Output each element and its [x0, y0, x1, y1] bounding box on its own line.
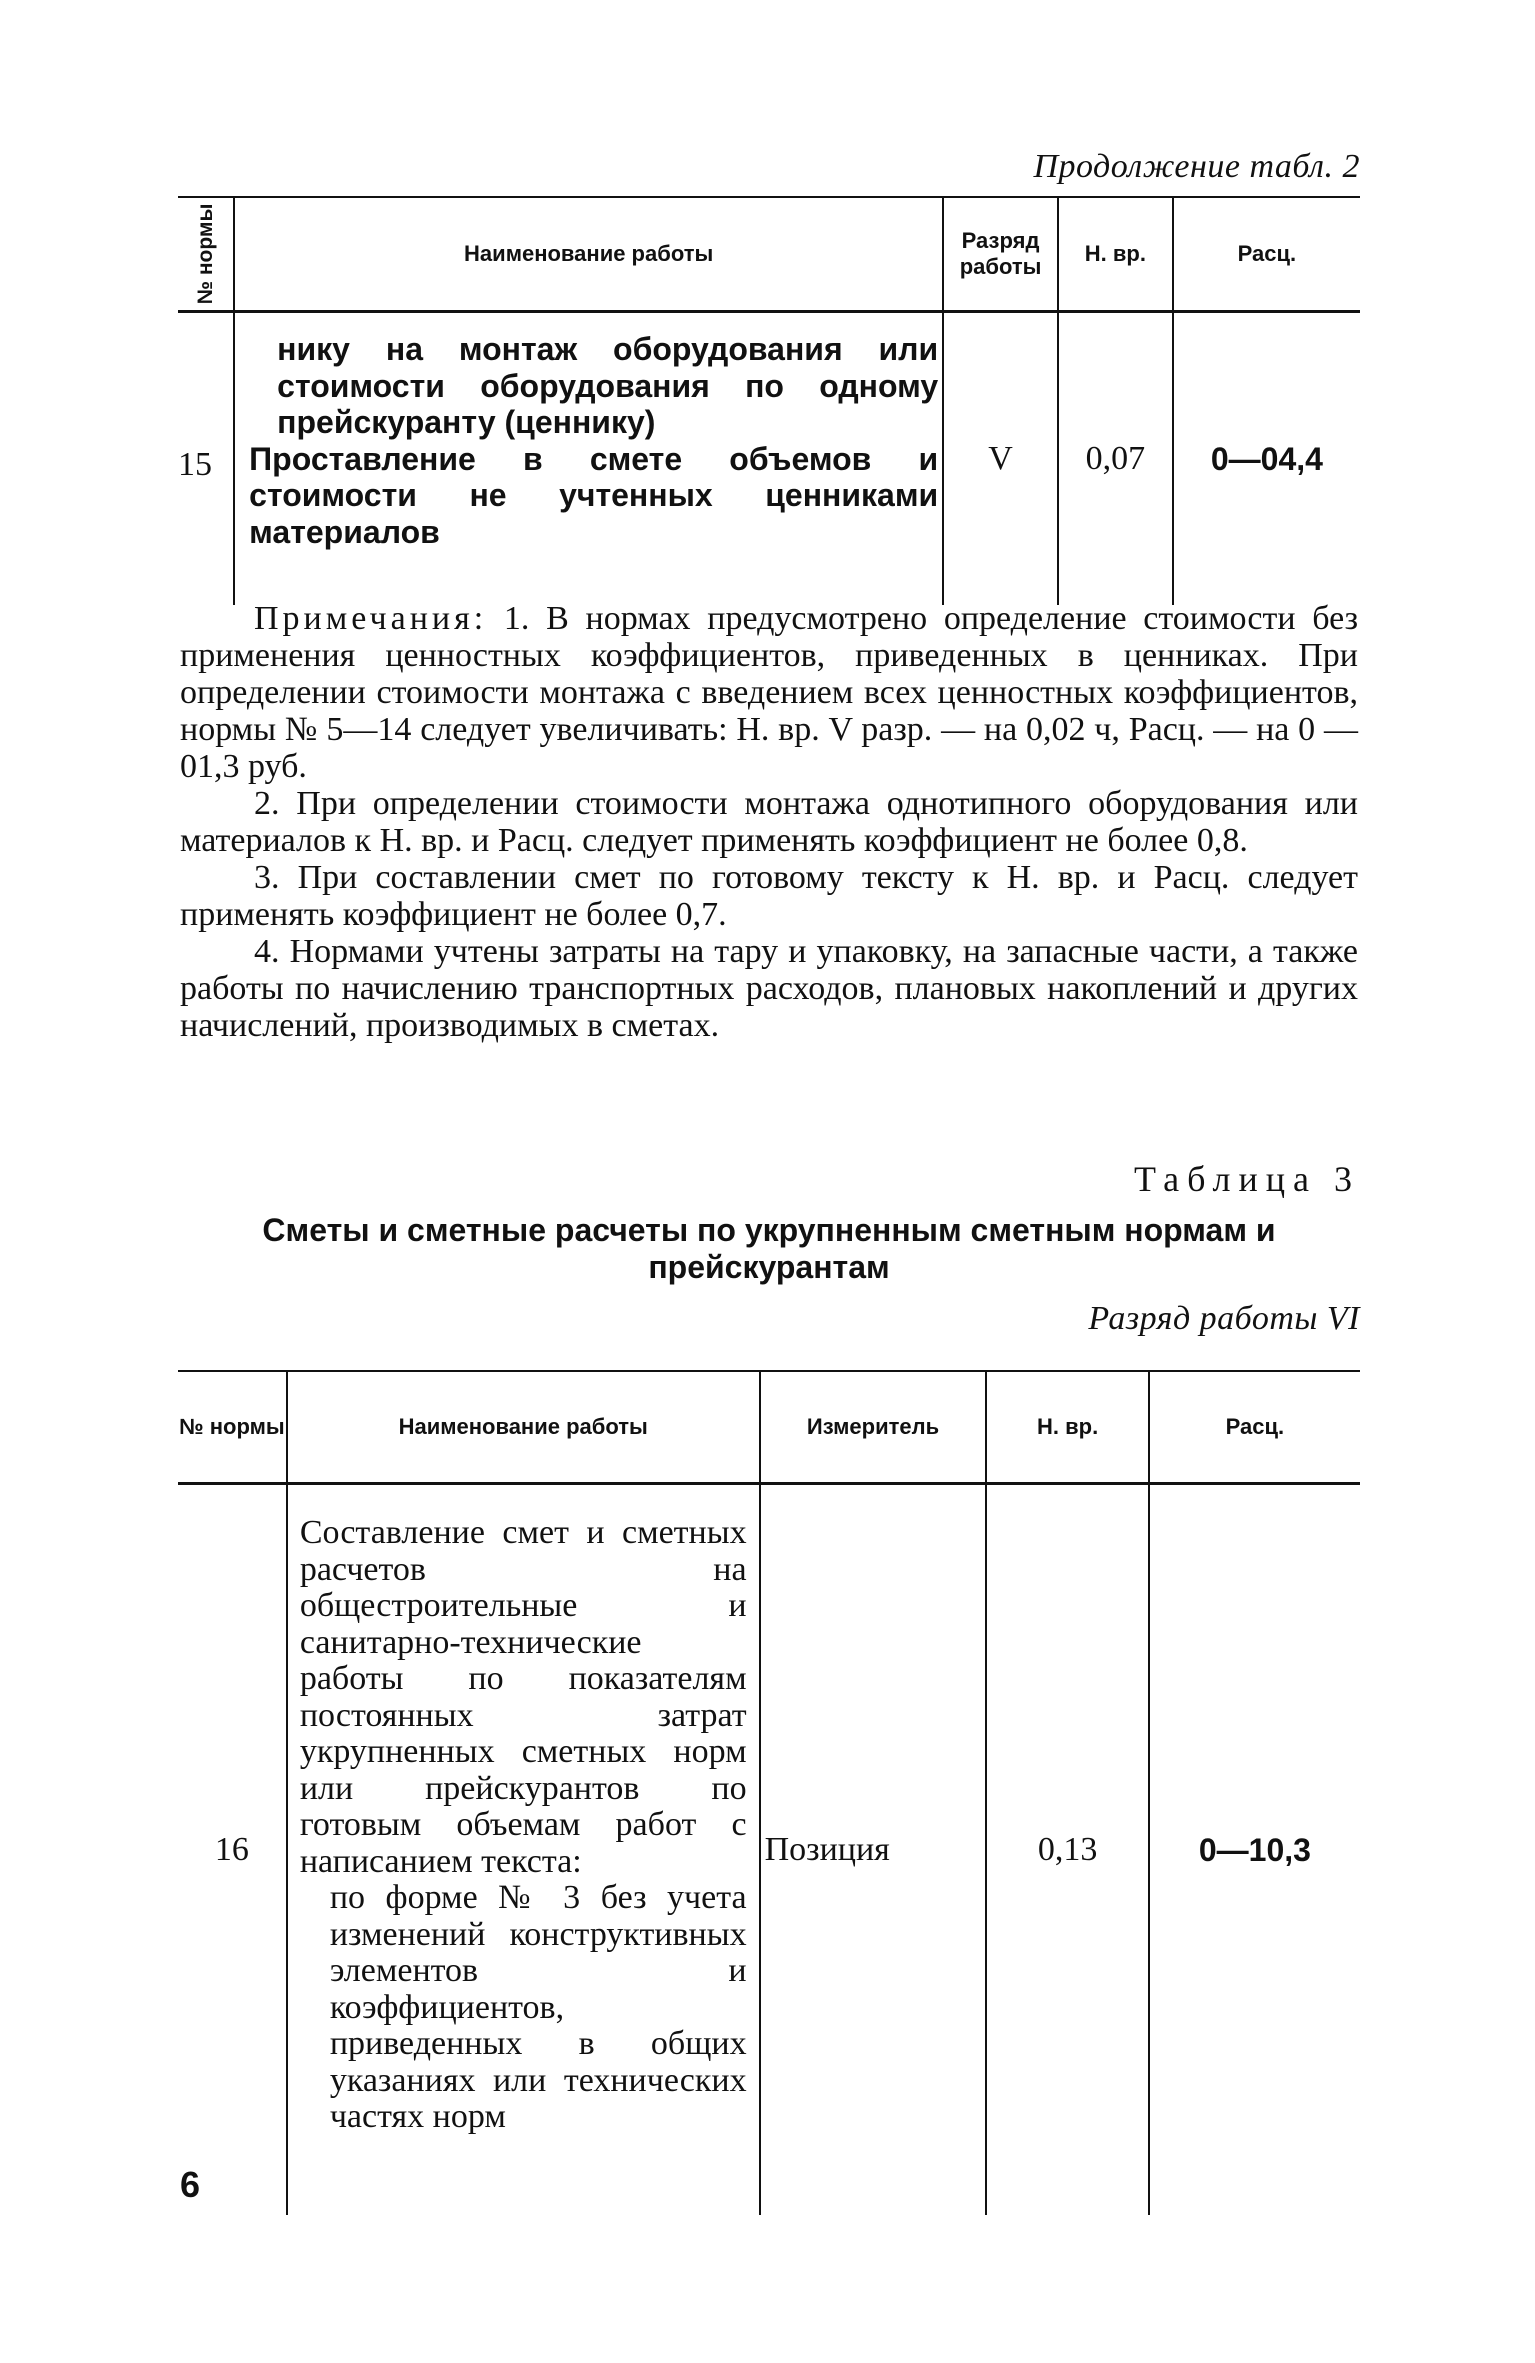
table-3-title: Сметы и сметные расчеты по укрупненным сметным нормам и прейскурантам [262, 1212, 1276, 1285]
page-number: 6 [180, 2164, 201, 2205]
table-3-work-grade: Разряд работы VI [1088, 1300, 1360, 1337]
header-measure-unit: Измеритель [760, 1371, 987, 1484]
table-row [178, 1484, 1360, 2216]
table-header-row [178, 197, 1360, 312]
header-time-norm: Н. вр. [1058, 197, 1173, 312]
header-norm-number: № нормы [178, 1371, 287, 1484]
row-work-name [234, 312, 943, 606]
row-measure-unit: Позиция [760, 1484, 987, 2216]
row-rate: 0—04,4 [1210, 440, 1323, 477]
table-3 [178, 1370, 1360, 2215]
header-work-name: Наименование работы [287, 1371, 760, 1484]
header-rate: Расц. [1173, 197, 1360, 312]
note-3: 3. При составлении смет по готовому тексту к Н. вр. и Расц. следует применять коэффициент не более 0,7. [180, 859, 1358, 933]
row-norm-number: 15 [178, 312, 234, 606]
row-work-name-continued: нику на монтаж оборудования или стоимости оборудования по одному прейскуранту (ценнику) [277, 331, 939, 440]
row-work-name-text: Составление смет и сметных расчетов на общестроительные и санитарно-технические работы по показателям постоянных затрат укрупненных сметных норм или прейскурантов по готовым объемам работ с написанием текста: [299, 1514, 747, 1880]
table-2-continuation [178, 196, 1360, 605]
row-time-norm: 0,13 [986, 1484, 1148, 2216]
notes-section [180, 600, 1358, 1044]
row-work-grade: V [943, 312, 1058, 606]
table-3-label: Таблица 3 [1134, 1159, 1360, 1199]
header-rate: Расц. [1149, 1371, 1360, 1484]
row-work-name-text: Проставление в смете объемов и стоимости не учтенных ценниками материалов [249, 440, 939, 550]
header-norm-number: № нормы [178, 197, 234, 312]
row-norm-number: 16 [178, 1484, 287, 2216]
note-4: 4. Нормами учтены затраты на тару и упаковку, на запасные части, а также работы по начислению транспортных расходов, плановых накоплений и других начислений, производимых в сметах. [180, 933, 1358, 1044]
header-work-grade: Разряд работы [943, 197, 1058, 312]
note-1-text: 1. В нормах предусмотрено определение стоимости без применения ценностных коэффициентов, приведенных в ценниках. При определении стоимости монтажа с введением всех ценностных коэффициентов, нормы № 5—14 следует увеличивать: Н. вр. V разр. — на 0,02 ч, Расц. — на 0 — 01,3 руб. [180, 600, 1359, 785]
table-row [178, 312, 1360, 606]
table-continuation-caption: Продолжение табл. 2 [1033, 148, 1360, 185]
row-work-name [287, 1484, 760, 2216]
table-header-row [178, 1371, 1360, 1484]
note-1 [180, 600, 1358, 785]
header-work-name: Наименование работы [234, 197, 943, 312]
header-time-norm: Н. вр. [986, 1371, 1148, 1484]
notes-lead: Примечания: [254, 600, 488, 637]
note-2: 2. При определении стоимости монтажа однотипного оборудования или материалов к Н. вр. и Расц. следует применять коэффициент не более 0,8. [180, 785, 1358, 859]
row-time-norm: 0,07 [1058, 312, 1173, 606]
row-rate: 0—10,3 [1198, 1831, 1311, 1868]
row-work-sub-item: по форме № 3 без учета изменений конструктивных элементов и коэффициентов, приведенных в общих указаниях или технических частях норм [329, 1879, 747, 2135]
